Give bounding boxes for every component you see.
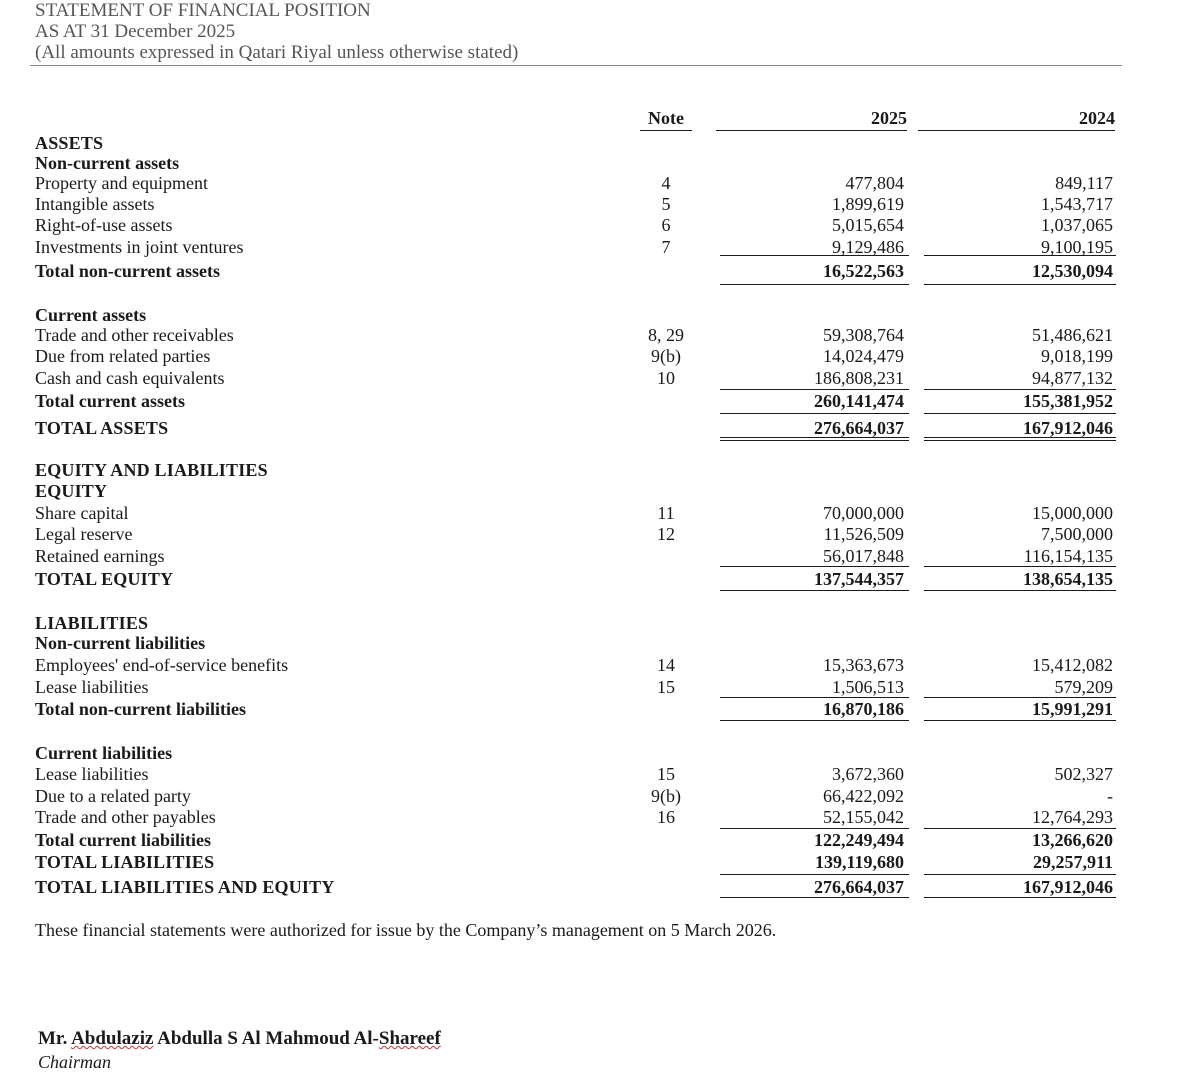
signer-middle-name: Abdulla S Al Mahmoud Al- (153, 1028, 379, 1049)
table-row (0, 502, 1200, 524)
signer-prefix: Mr. (38, 1028, 72, 1049)
row-value-2025: 56,017,848 (823, 546, 904, 566)
row-value-2025: 14,024,479 (823, 346, 904, 366)
row-note: 6 (661, 215, 671, 235)
row-label: Employees' end-of-service benefits (35, 655, 289, 675)
row-label: Total current liabilities (35, 830, 212, 850)
table-row (0, 742, 1200, 764)
signer-name (38, 1028, 441, 1050)
row-label: Intangible assets (35, 194, 155, 214)
table-row (0, 876, 1200, 898)
row-value-2024: - (1107, 786, 1113, 806)
row-value-2024: 7,500,000 (1041, 524, 1113, 544)
row-label: Retained earnings (35, 546, 165, 566)
row-value-2024: 15,991,291 (1032, 699, 1113, 719)
row-note: 15 (657, 677, 675, 697)
total-rule (924, 440, 1116, 441)
table-row (0, 417, 1200, 439)
row-label: EQUITY (35, 481, 108, 501)
row-value-2025: 9,129,486 (832, 237, 904, 257)
row-value-2024: 1,037,065 (1041, 215, 1113, 235)
row-label: TOTAL LIABILITIES (35, 852, 215, 872)
total-rule (924, 874, 1116, 875)
row-value-2024: 167,912,046 (1023, 877, 1113, 897)
total-rule (924, 897, 1116, 898)
row-note: 9(b) (651, 346, 681, 366)
table-row (0, 676, 1200, 698)
row-value-2025: 15,363,673 (823, 655, 904, 675)
row-note: 5 (661, 194, 671, 214)
total-rule (720, 897, 909, 898)
row-label: Lease liabilities (35, 764, 149, 784)
row-label: Property and equipment (35, 173, 208, 193)
table-row (0, 459, 1200, 481)
statement-title: STATEMENT OF FINANCIAL POSITION (35, 0, 371, 21)
row-value-2024: 51,486,621 (1032, 325, 1113, 345)
currency-note: (All amounts expressed in Qatari Riyal unless otherwise stated) (35, 42, 519, 63)
table-row (0, 390, 1200, 412)
row-value-2024: 849,117 (1055, 173, 1113, 193)
total-rule (720, 566, 909, 567)
row-value-2025: 70,000,000 (823, 503, 904, 523)
row-note: 4 (661, 173, 671, 193)
total-rule (924, 566, 1116, 567)
table-row (0, 132, 1200, 154)
total-rule (720, 389, 909, 390)
total-rule (720, 255, 909, 256)
row-value-2025: 16,870,186 (823, 699, 904, 719)
authorization-note: These financial statements were authorized for issue by the Company’s management on 5 March 2026. (35, 920, 777, 940)
row-label: ASSETS (35, 133, 104, 153)
row-value-2025: 260,141,474 (814, 391, 904, 411)
total-rule (720, 697, 909, 698)
row-value-2024: 13,266,620 (1032, 830, 1113, 850)
table-row (0, 545, 1200, 567)
row-note: 14 (657, 655, 675, 675)
row-note: 15 (657, 764, 675, 784)
row-note: 16 (657, 807, 675, 827)
row-label: Current liabilities (35, 743, 173, 763)
row-value-2024: 116,154,135 (1023, 546, 1113, 566)
row-value-2024: 155,381,952 (1023, 391, 1113, 411)
row-value-2025: 66,422,092 (823, 786, 904, 806)
row-value-2024: 9,100,195 (1041, 237, 1113, 257)
total-rule (924, 828, 1116, 829)
total-rule (720, 284, 909, 285)
table-row (0, 260, 1200, 282)
row-label: Cash and cash equivalents (35, 368, 225, 388)
row-value-2024: 15,412,082 (1032, 655, 1113, 675)
row-value-2025: 186,808,231 (814, 368, 904, 388)
table-row (0, 345, 1200, 367)
row-label: LIABILITIES (35, 613, 149, 633)
row-label: Due to a related party (35, 786, 191, 806)
total-rule (720, 440, 909, 441)
table-row (0, 806, 1200, 828)
total-rule (720, 413, 909, 414)
table-row (0, 367, 1200, 389)
row-label: EQUITY AND LIABILITIES (35, 460, 268, 480)
row-value-2024: 579,209 (1054, 677, 1113, 697)
signer-last-name: Shareef (378, 1028, 441, 1049)
total-rule (924, 284, 1116, 285)
table-row (0, 698, 1200, 720)
signer-first-name: Abdulaziz (71, 1028, 154, 1049)
row-value-2025: 16,522,563 (823, 261, 904, 281)
row-label: Investments in joint ventures (35, 237, 244, 257)
row-value-2024: 138,654,135 (1023, 569, 1113, 589)
total-rule (720, 874, 909, 875)
table-row (0, 214, 1200, 236)
column-2024: 2024 (918, 108, 1115, 131)
row-label: Total non-current assets (35, 261, 221, 281)
row-value-2024: 12,764,293 (1032, 807, 1113, 827)
row-value-2025: 52,155,042 (823, 807, 904, 827)
row-label: TOTAL EQUITY (35, 569, 174, 589)
row-label: TOTAL LIABILITIES AND EQUITY (35, 877, 335, 897)
row-value-2024: 1,543,717 (1041, 194, 1113, 214)
table-row (0, 612, 1200, 634)
table-row (0, 632, 1200, 654)
table-row (0, 523, 1200, 545)
row-label: Total current assets (35, 391, 185, 411)
row-value-2025: 1,899,619 (832, 194, 904, 214)
row-label: Due from related parties (35, 346, 211, 366)
statement-date: AS AT 31 December 2025 (35, 21, 236, 42)
table-row (0, 480, 1200, 502)
table-row (0, 829, 1200, 851)
row-note: 7 (661, 237, 671, 257)
row-label: Total non-current liabilities (35, 699, 247, 719)
row-note: 11 (657, 503, 675, 523)
row-label: Trade and other receivables (35, 325, 234, 345)
row-label: Lease liabilities (35, 677, 149, 697)
table-row (0, 851, 1200, 873)
signer-title: Chairman (38, 1052, 112, 1072)
row-value-2025: 11,526,509 (823, 524, 904, 544)
row-value-2025: 3,672,360 (832, 764, 904, 784)
total-rule (924, 389, 1116, 390)
table-row (0, 304, 1200, 326)
table-row (0, 152, 1200, 174)
row-note: 10 (657, 368, 675, 388)
total-rule (924, 697, 1116, 698)
row-label: TOTAL ASSETS (35, 418, 169, 438)
row-value-2024: 502,327 (1054, 764, 1113, 784)
row-value-2025: 137,544,357 (814, 569, 904, 589)
row-value-2025: 139,119,680 (814, 852, 904, 872)
table-row (0, 324, 1200, 346)
table-row (0, 568, 1200, 590)
column-2025: 2025 (716, 108, 907, 131)
row-value-2025: 276,664,037 (814, 877, 904, 897)
row-value-2024: 12,530,094 (1032, 261, 1113, 281)
row-value-2024: 167,912,046 (1023, 418, 1113, 438)
row-note: 8, 29 (648, 325, 684, 345)
row-value-2025: 122,249,494 (814, 830, 904, 850)
total-rule (720, 828, 909, 829)
row-note: 12 (657, 524, 675, 544)
row-label: Current assets (35, 305, 147, 325)
row-label: Non-current liabilities (35, 633, 206, 653)
total-rule (720, 437, 909, 438)
total-rule (720, 720, 909, 721)
header-divider (30, 65, 1122, 66)
row-label: Share capital (35, 503, 129, 523)
row-value-2024: 15,000,000 (1032, 503, 1113, 523)
column-note: Note (640, 108, 692, 131)
total-rule (924, 413, 1116, 414)
total-rule (924, 255, 1116, 256)
row-value-2025: 59,308,764 (823, 325, 904, 345)
row-label: Right-of-use assets (35, 215, 173, 235)
row-value-2025: 276,664,037 (814, 418, 904, 438)
row-value-2025: 1,506,513 (832, 677, 904, 697)
row-label: Legal reserve (35, 524, 133, 544)
row-value-2024: 29,257,911 (1032, 852, 1113, 872)
row-value-2024: 94,877,132 (1032, 368, 1113, 388)
table-row (0, 654, 1200, 676)
table-row (0, 763, 1200, 785)
table-row (0, 785, 1200, 807)
total-rule (720, 590, 909, 591)
total-rule (924, 720, 1116, 721)
total-rule (924, 590, 1116, 591)
table-row (0, 193, 1200, 215)
row-label: Trade and other payables (35, 807, 216, 827)
table-row (0, 172, 1200, 194)
row-value-2025: 5,015,654 (832, 215, 904, 235)
row-label: Non-current assets (35, 153, 180, 173)
row-value-2025: 477,804 (845, 173, 904, 193)
total-rule (924, 437, 1116, 438)
row-value-2024: 9,018,199 (1041, 346, 1113, 366)
row-note: 9(b) (651, 786, 681, 806)
